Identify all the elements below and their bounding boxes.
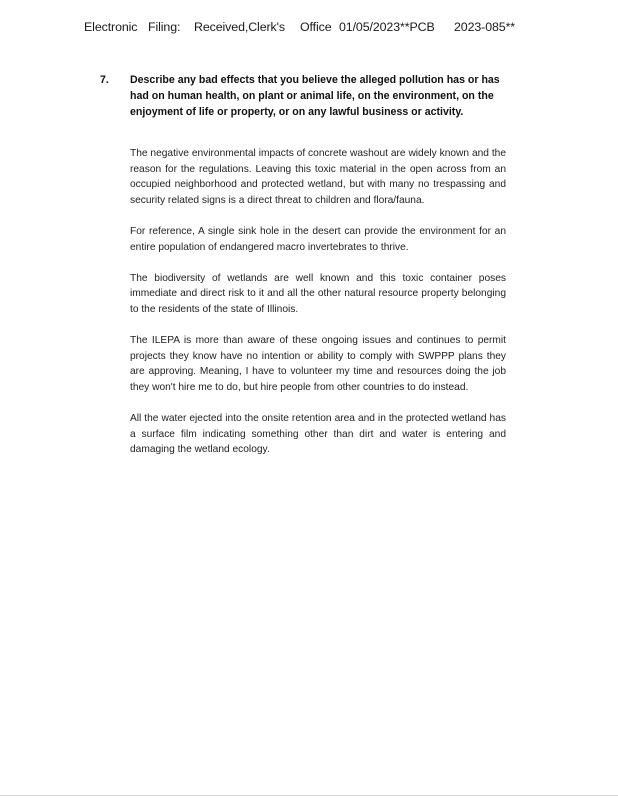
paragraph: For reference, A single sink hole in the desert can provide the environment for an entire population of endangered macro invertebrates to thrive.	[130, 225, 506, 253]
answer-body	[130, 146, 506, 473]
header-office: Office	[300, 20, 332, 34]
filing-stamp-header	[84, 20, 516, 36]
paragraph: All the water ejected into the onsite retention area and in the protected wetland has a surface film indicating something other than dirt and water is entering and damaging the wetland ecology.	[130, 413, 506, 456]
paragraph: The ILEPA is more than aware of these ongoing issues and continues to permit projects they know have no intention or ability to comply with SWPPP plans they are approving. Meaning, I have to volunteer my time and resources doing the job they won't hire me to do, but hire people from other countries to do instead.	[130, 335, 506, 393]
page-bottom-rule	[0, 795, 618, 796]
question-number: 7.	[100, 74, 109, 86]
header-received: Received,Clerk's	[194, 20, 285, 34]
header-electronic: Electronic	[84, 20, 138, 34]
question-text: Describe any bad effects that you believe the alleged pollution has or has had on human health, on plant or animal life, on the environment, on the enjoyment of life or property, or on any lawful business or activity.	[130, 74, 500, 118]
header-filing: Filing:	[148, 20, 181, 34]
header-case-number: 2023-085**	[454, 20, 516, 34]
paragraph: The negative environmental impacts of concrete washout are widely known and the reason for the regulations. Leaving this toxic material in the open across from an occupied neighborhood and protected wetland, but with many no trespassing and security related signs is a direct threat to children and flora/fauna.	[130, 148, 506, 206]
header-date: 01/05/2023**PCB	[339, 20, 435, 34]
paragraph: The biodiversity of wetlands are well known and this toxic container poses immediate and direct risk to it and all the other natural resource property belonging to the residents of the state of Illinois.	[130, 272, 506, 315]
